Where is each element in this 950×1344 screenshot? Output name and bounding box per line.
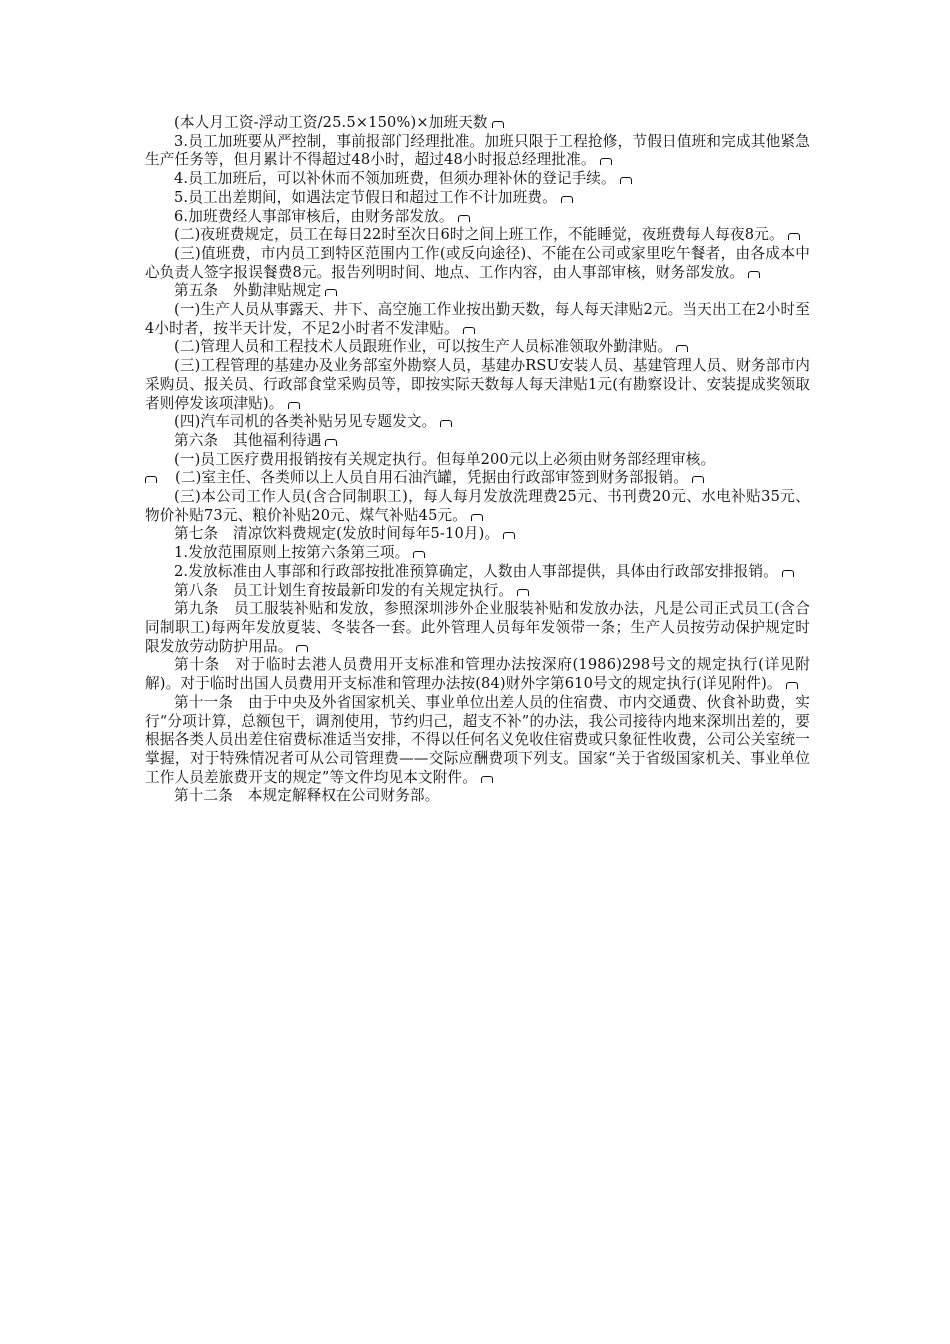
- paragraph-monthly-subsidies: [145, 488, 810, 525]
- paragraph-text: (三)工程管理的基建办及业务部室外勘察人员，基建办RSU安装人员、基建管理人员、财务部市内采购员、报关员、行政部食堂采购员等，即按实际天数每人每天津贴1元(有勘察设计、安装提成奖领取者则停发该项津贴)。: [145, 357, 810, 412]
- paragraph-mark-icon: [463, 327, 475, 334]
- paragraph-text: (一)生产人员从事露天、井下、高空施工作业按出勤天数，每人每天津贴2元。当天出工在2小时至4小时者，按半天计发，不足2小时者不发津贴。: [145, 301, 810, 337]
- paragraph-article-5: [145, 282, 810, 301]
- paragraph-text: 2.发放标准由人事部和行政部按批准预算确定，人数由人事部提供，具体由行政部安排报销。: [174, 562, 778, 580]
- paragraph-mark-icon: [325, 289, 337, 296]
- paragraph-text: 5.员工出差期间，如遇法定节假日和超过工作不计加班费。: [174, 188, 557, 206]
- paragraph-mark-icon: [692, 476, 704, 483]
- paragraph-field-allowance-management: [145, 338, 810, 357]
- paragraph-gas-tank: [145, 469, 810, 488]
- paragraph-text: 1.发放范围原则上按第六条第三项。: [174, 544, 410, 562]
- paragraph-mark-icon: [458, 215, 470, 222]
- paragraph-text: (二)管理人员和工程技术人员跟班作业，可以按生产人员标准领取外勤津贴。: [174, 338, 673, 356]
- paragraph-article-9: [145, 600, 810, 656]
- paragraph-mark-icon: [440, 420, 452, 427]
- paragraph-driver-allowance: [145, 413, 810, 432]
- paragraph-overtime-compensation: [145, 170, 810, 189]
- paragraph-beverage-scope: [145, 544, 810, 563]
- paragraph-article-12: [145, 787, 810, 806]
- paragraph-overtime-control: [145, 133, 810, 170]
- paragraph-text: 第六条 其他福利待遇: [174, 431, 322, 449]
- paragraph-text: (一)员工医疗费用报销按有关规定执行。但每单200元以上必须由财务部经理审核。: [174, 450, 716, 468]
- paragraph-mark-icon: [503, 532, 515, 539]
- paragraph-article-6: [145, 432, 810, 451]
- paragraph-text: 第十条 对于临时去港人员费用开支标准和管理办法按深府(1986)298号文的规定执行(详见附解)。对于临时出国人员费用开支标准和管理办法按(84)财外字第610号文的规定执行(详见附件)。: [145, 656, 810, 693]
- paragraph-mark-icon: [561, 196, 573, 203]
- paragraph-medical-expenses: [145, 451, 810, 470]
- paragraph-text: 第八条 员工计划生育按最新印发的有关规定执行。: [174, 581, 514, 599]
- paragraph-text: (三)值班费，市内员工到特区范围内工作(或反向途径)、不能在公司或家里吃午餐者，由各成本中心负责人签字报误餐费8元。报告列明时间、地点、工作内容，由人事部审核，财务部发放。: [145, 244, 810, 281]
- paragraph-mark-icon: [788, 233, 800, 240]
- paragraph-text: (本人月工资-浮动工资/25.5×150%)×加班天数: [174, 114, 488, 131]
- paragraph-mark-icon: [413, 551, 425, 558]
- paragraph-mark-icon: [471, 514, 483, 521]
- paragraph-article-8: [145, 582, 810, 601]
- paragraph-night-shift: [145, 226, 810, 245]
- paragraph-mark-icon: [748, 271, 760, 278]
- paragraph-text: 第九条 员工服装补贴和发放，参照深圳涉外企业服装补贴和发放办法，凡是公司正式员工(含合同制职工)每两年发放夏装、冬装各一套。此外管理人员每年发领带一条；生产人员按劳动保护规定时限发放劳动防护用品。: [145, 600, 810, 655]
- paragraph-text: (二)夜班费规定，员工在每日22时至次日6时之间上班工作，不能睡觉，夜班费每人每夜8元。: [174, 226, 784, 244]
- paragraph-mark-icon: [481, 776, 493, 783]
- paragraph-mark-icon: [296, 645, 308, 652]
- paragraph-text: 第十二条 本规定解释权在公司财务部。: [174, 787, 440, 805]
- paragraph-text: (二)室主任、各类师以上人员自用石油汽罐，凭据由行政部审签到财务部报销。: [175, 469, 688, 487]
- paragraph-text: 第七条 清凉饮料费规定(发放时间每年5-10月)。: [174, 525, 500, 543]
- paragraph-article-7: [145, 525, 810, 544]
- paragraph-article-11: [145, 694, 810, 788]
- paragraph-field-allowance-survey: [145, 357, 810, 413]
- paragraph-mark-icon: [786, 682, 798, 689]
- paragraph-mark-icon: [782, 570, 794, 577]
- paragraph-text: (四)汽车司机的各类补贴另见专题发文。: [174, 413, 437, 431]
- paragraph-mark-icon: [325, 439, 337, 446]
- paragraph-text: 第五条 外勤津贴规定: [174, 282, 322, 300]
- paragraph-business-trip: [145, 189, 810, 208]
- paragraph-mark-icon: [145, 476, 157, 483]
- paragraph-mark-icon: [492, 121, 504, 128]
- paragraph-text: 4.员工加班后，可以补休而不领加班费，但须办理补休的登记手续。: [174, 170, 616, 188]
- paragraph-mark-icon: [517, 589, 529, 596]
- paragraph-beverage-standard: [145, 563, 810, 582]
- paragraph-mark-icon: [676, 345, 688, 352]
- paragraph-article-10: [145, 656, 810, 693]
- paragraph-text: 3.员工加班要从严控制，事前报部门经理批准。加班只限于工程抢修，节假日值班和完成其他紧急生产任务等，但月累计不得超过48小时，超过48小时报总经理批准。: [145, 132, 810, 169]
- document-body: [145, 114, 810, 806]
- paragraph-text: 第十一条 由于中央及外省国家机关、事业单位出差人员的住宿费、市内交通费、伙食补助费，实行“分项计算，总额包干，调剂使用，节约归己，超支不补”的办法，我公司接待内地来深圳出差的，要根据各类人员出差住宿费标准适当安排，不得以任何名义免收住宿费或只象征性收费，公司公关室统一掌握，对于特殊情况者可从公司管理费——交际应酬费项下列支。国家“关于省级国家机关、事业单位工作人员差旅费开支的规定”等文件均见本文附件。: [145, 693, 810, 786]
- paragraph-field-allowance-production: [145, 301, 810, 338]
- paragraph-overtime-payment: [145, 208, 810, 227]
- paragraph-mark-icon: [600, 158, 612, 165]
- paragraph-duty-fee: [145, 245, 810, 282]
- paragraph-text: (三)本公司工作人员(含合同制职工)，每人每月发放洗理费25元、书刊费20元、水电补贴35元、物价补贴73元、粮价补贴20元、煤气补贴45元。: [145, 488, 810, 524]
- paragraph-mark-icon: [288, 402, 300, 409]
- paragraph-text: 6.加班费经人事部审核后，由财务部发放。: [174, 207, 454, 225]
- paragraph-mark-icon: [620, 177, 632, 184]
- paragraph-overtime-formula: [145, 114, 810, 133]
